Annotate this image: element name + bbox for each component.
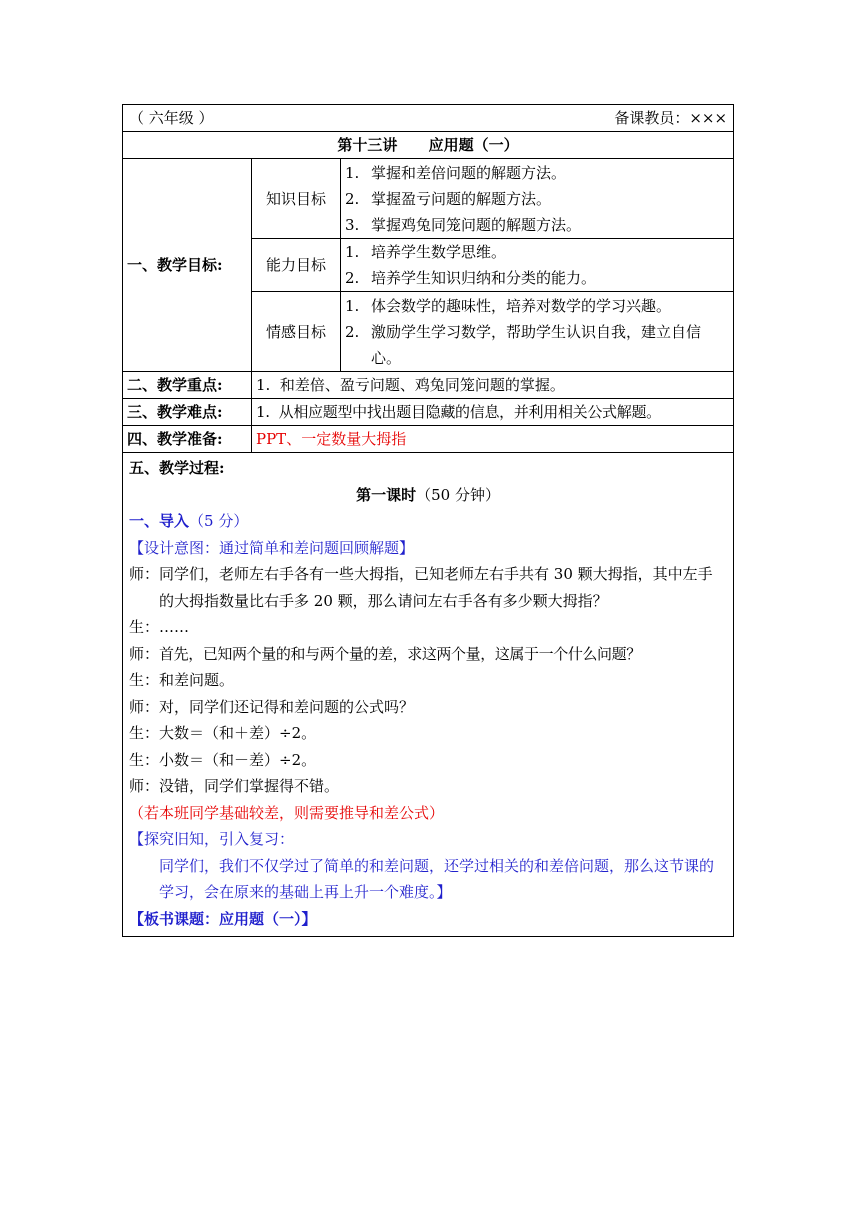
speaker: 生： — [129, 750, 160, 769]
speaker: 师： — [129, 565, 160, 583]
dialogue-line — [129, 561, 727, 614]
lesson-heading — [129, 482, 727, 509]
speaker: 师： — [129, 644, 160, 663]
dialogue-text: 小数＝（和－差）÷2。 — [159, 750, 317, 769]
speaker: 师： — [129, 697, 160, 716]
objective-items — [341, 292, 734, 372]
dialogue-line — [129, 614, 727, 641]
objective-items — [341, 239, 734, 292]
list-item: 2. 培养学生知识归纳和分类的能力。 — [345, 269, 597, 287]
dialogue-line — [129, 773, 727, 800]
lesson-title-text: 第一课时 — [356, 485, 417, 504]
preparation-row — [123, 426, 734, 453]
dialogue-line — [129, 667, 727, 694]
speaker: 师： — [129, 777, 160, 795]
intro-time: （5 分） — [189, 512, 249, 530]
speaker: 生： — [129, 671, 160, 689]
board-title: 【板书课题：应用题（一）】 — [129, 909, 317, 928]
list-item: 2. 掌握盈亏问题的解题方法。 — [345, 189, 552, 208]
key-points-value: 1. 和差倍、盈亏问题、鸡兔同笼问题的掌握。 — [252, 372, 734, 399]
list-item: 2. 激励学生学习数学，帮助学生认识自我，建立自信心。 — [345, 322, 702, 367]
lesson-duration: （50 分钟） — [416, 485, 500, 504]
intro-heading — [129, 508, 727, 535]
dialogue-text: 和差问题。 — [159, 671, 235, 689]
process-label: 五、教学过程: — [129, 459, 225, 477]
objectives-label: 一、教学目标: — [123, 159, 252, 372]
lesson-plan-document — [122, 104, 733, 937]
dialogue-text: 对，同学们还记得和差问题的公式吗？ — [159, 697, 415, 716]
difficulties-value: 1. 从相应题型中找出题目隐藏的信息，并利用相关公式解题。 — [252, 399, 734, 426]
dialogue-line — [129, 694, 727, 721]
process-cell — [123, 453, 734, 937]
list-item: 1. 掌握和差倍问题的解题方法。 — [345, 163, 567, 182]
header-row — [123, 105, 734, 132]
dialogue-line — [129, 641, 727, 668]
title-row — [123, 132, 734, 159]
dialogue-text: 同学们，老师左右手各有一些大拇指，已知老师左右手共有 30 颗大拇指，其中左手的大拇指数量比右手多 20 颗，那么请问左右手各有多少颗大拇指？ — [159, 565, 713, 610]
list-item: 1. 体会数学的趣味性，培养对数学的学习兴趣。 — [345, 296, 672, 315]
review-title: 【探究旧知，引入复习： — [129, 830, 295, 848]
objective-name: 情感目标 — [252, 292, 341, 372]
speaker: 生： — [129, 724, 160, 742]
list-item: 1. 培养学生数学思维。 — [345, 243, 507, 261]
teacher-note: （若本班同学基础较差，则需要推导和差公式） — [129, 803, 445, 822]
key-points-label: 二、教学重点: — [123, 372, 252, 399]
dialogue-text: 大数＝（和＋差）÷2。 — [159, 724, 317, 742]
dialogue-line — [129, 720, 727, 747]
teacher-label: 备课教员：××× — [614, 109, 728, 127]
difficulties-row — [123, 399, 734, 426]
preparation-label: 四、教学准备: — [123, 426, 252, 453]
speaker: 生： — [129, 618, 160, 636]
list-item: 3. 掌握鸡兔同笼问题的解题方法。 — [345, 215, 582, 234]
key-points-row — [123, 372, 734, 399]
process-row — [123, 453, 734, 937]
dialogue-line — [129, 747, 727, 774]
design-intent: 【设计意图：通过简单和差问题回顾解题】 — [129, 538, 415, 557]
dialogue-text: 首先，已知两个量的和与两个量的差，求这两个量，这属于一个什么问题？ — [159, 644, 641, 663]
dialogue-text: 没错，同学们掌握得不错。 — [159, 777, 340, 795]
objective-row-knowledge — [123, 159, 734, 239]
review-text: 同学们，我们不仅学过了简单的和差问题，还学过相关的和差倍问题，那么这节课的学习，会在原来的基础上再上升一个难度。】 — [159, 856, 715, 901]
difficulties-label: 三、教学难点: — [123, 399, 252, 426]
objective-items — [341, 159, 734, 239]
objective-name: 能力目标 — [252, 239, 341, 292]
objective-name: 知识目标 — [252, 159, 341, 239]
grade-label: （ 六年级 ） — [129, 109, 214, 127]
lesson-title: 第十三讲 应用题（一） — [123, 132, 734, 159]
preparation-value: PPT、一定数量大拇指 — [252, 426, 734, 453]
intro-title: 一、导入 — [129, 512, 190, 530]
lesson-plan-table — [122, 104, 734, 937]
dialogue-text: …… — [159, 618, 190, 636]
